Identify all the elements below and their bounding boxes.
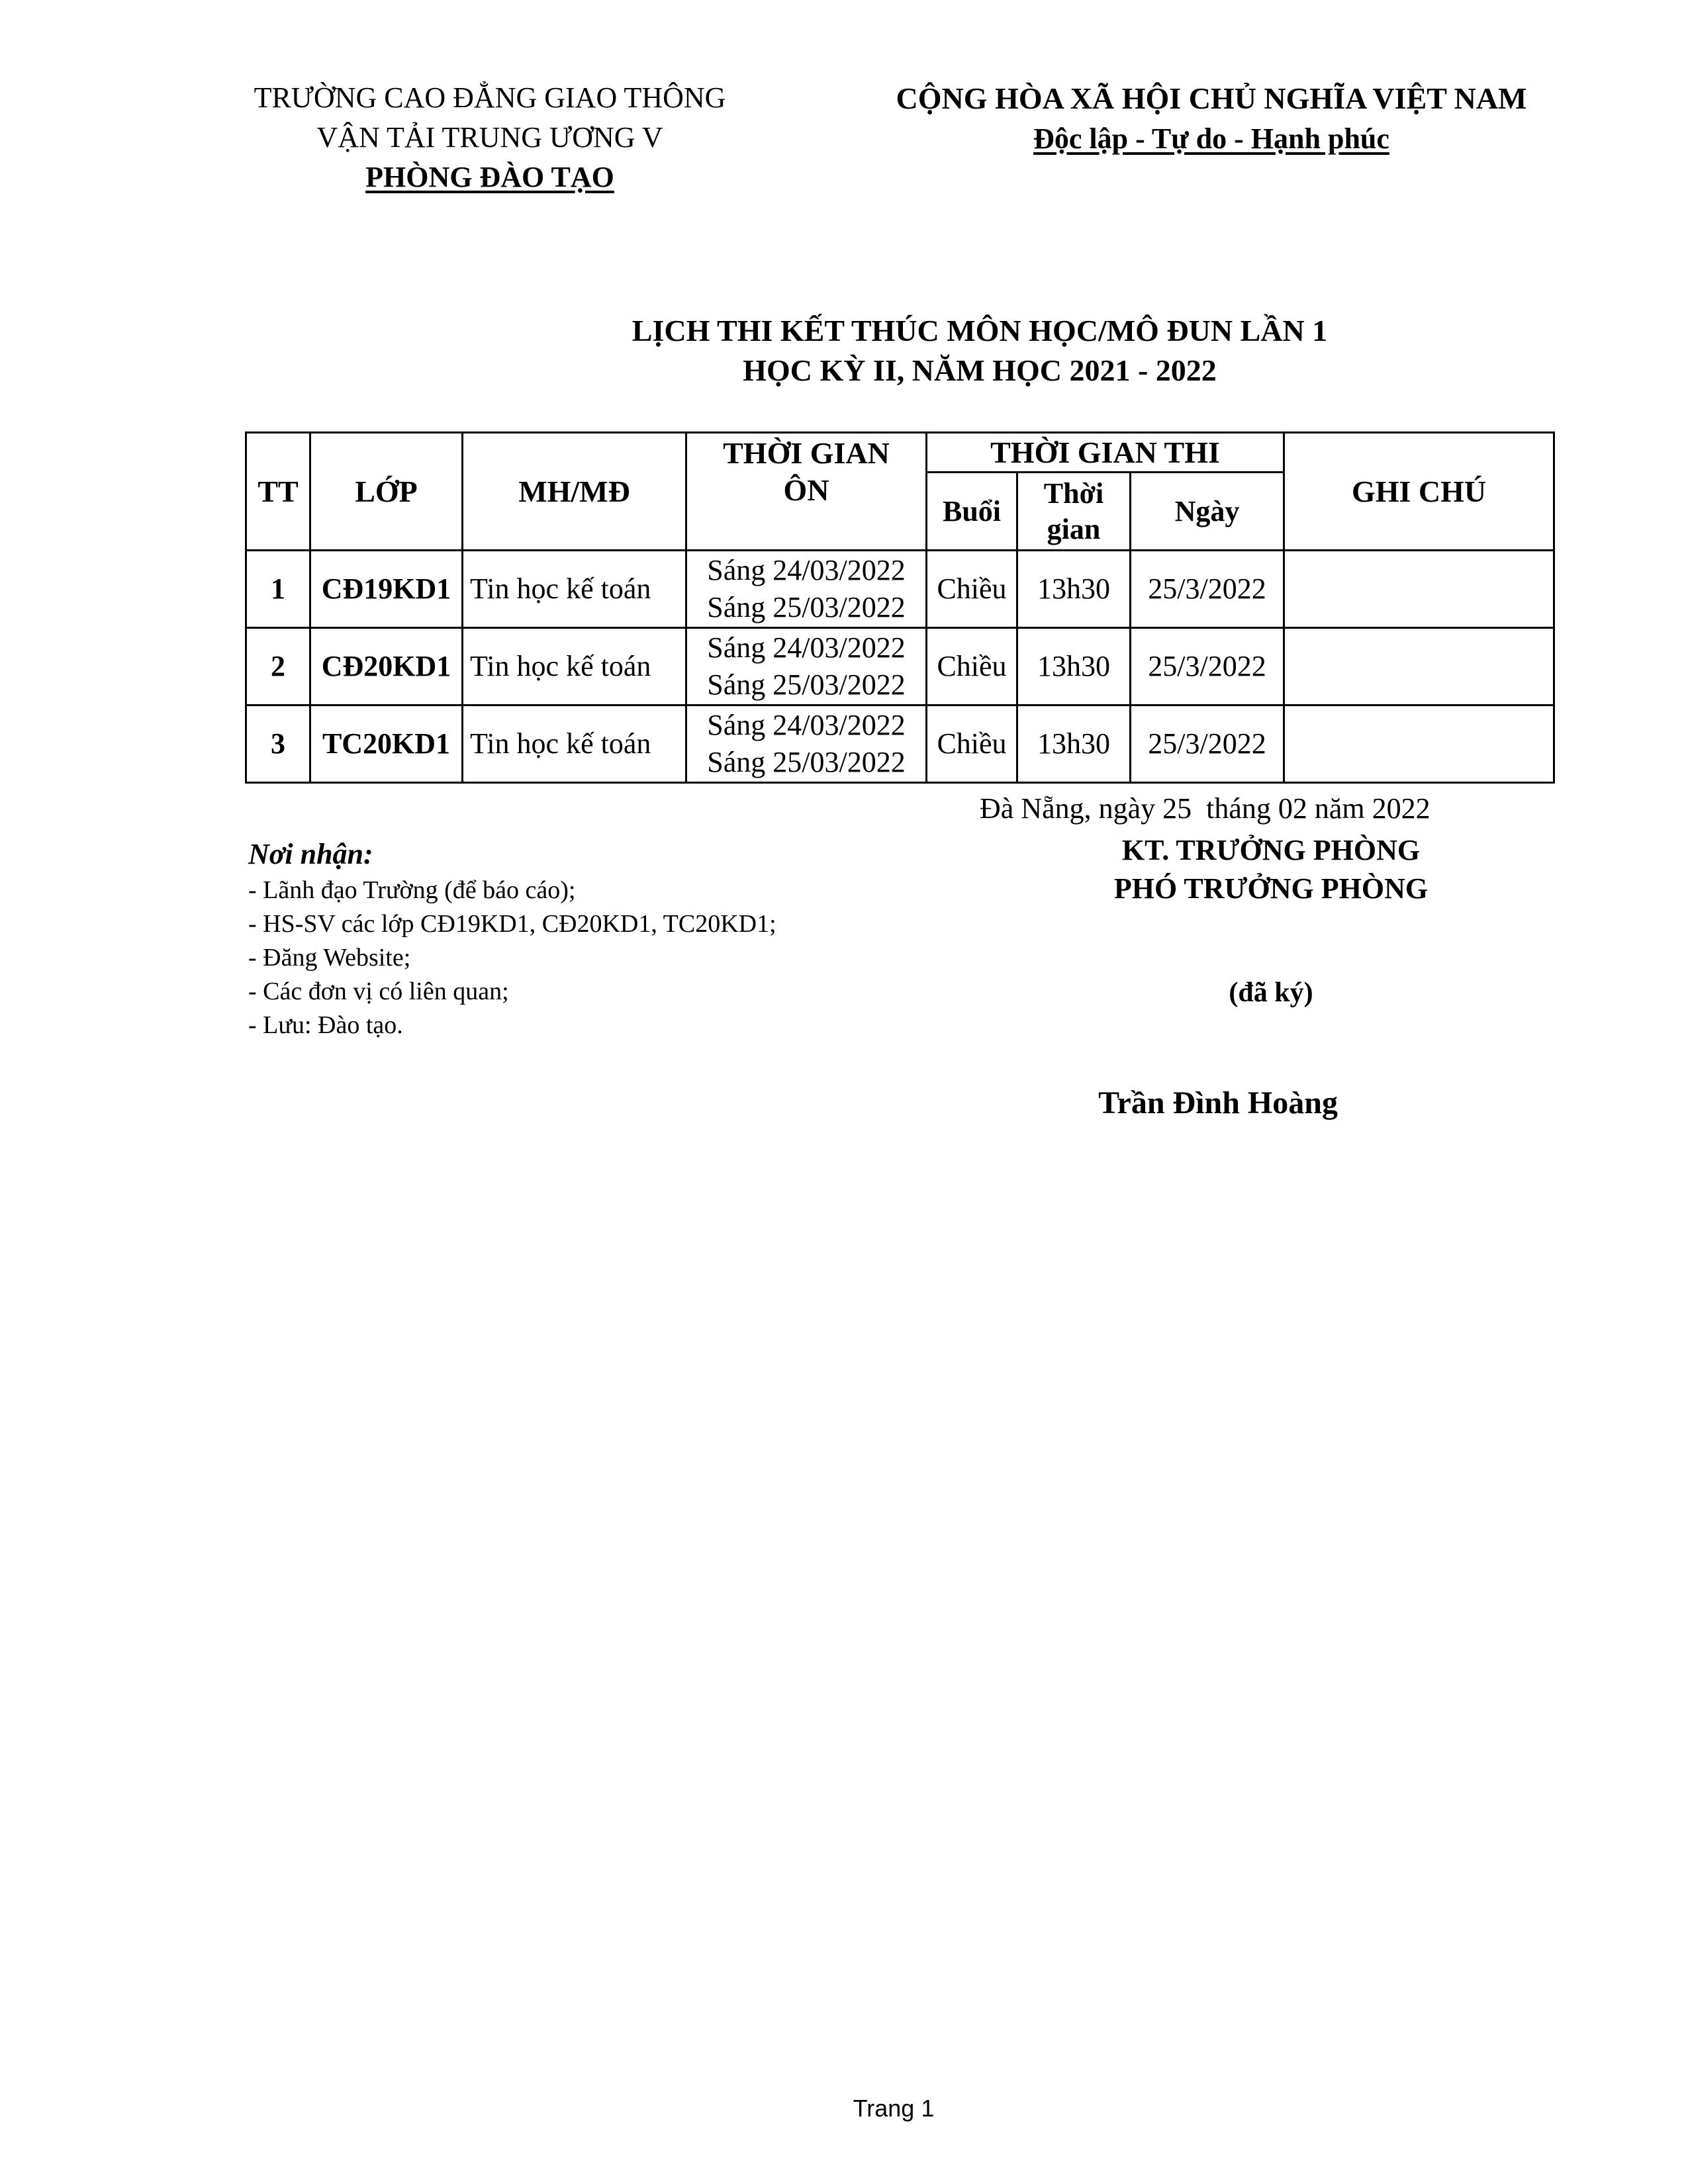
cell-date: 25/3/2022 xyxy=(1131,705,1284,783)
cell-note xyxy=(1284,551,1554,628)
header-time: Thời gian xyxy=(1017,473,1131,551)
cell-date: 25/3/2022 xyxy=(1131,551,1284,628)
review-day-2: Sáng 25/03/2022 xyxy=(707,591,906,623)
recipients-block xyxy=(248,835,910,1042)
title-line-2: HỌC KỲ II, NĂM HỌC 2021 - 2022 xyxy=(743,353,1217,387)
country-name: CỘNG HÒA XÃ HỘI CHỦ NGHĨA VIỆT NAM xyxy=(896,81,1527,115)
document-title xyxy=(371,311,1589,390)
cell-tt: 1 xyxy=(246,551,310,628)
page-number: Trang 1 xyxy=(853,2095,935,2122)
review-day-2: Sáng 25/03/2022 xyxy=(707,746,906,778)
cell-time: 13h30 xyxy=(1017,628,1131,705)
cell-date: 25/3/2022 xyxy=(1131,628,1284,705)
cell-subject: Tin học kế toán xyxy=(463,628,686,705)
review-day-1: Sáng 24/03/2022 xyxy=(707,709,906,741)
recipient-item: - HS-SV các lớp CĐ19KD1, CĐ20KD1, TC20KD1; xyxy=(248,910,776,938)
header-date: Ngày xyxy=(1131,473,1284,551)
recipients-title: Nơi nhận: xyxy=(248,838,373,870)
cell-tt: 2 xyxy=(246,628,310,705)
header-review-time: THỜI GIAN ÔN xyxy=(686,433,927,551)
cell-time: 13h30 xyxy=(1017,551,1131,628)
cell-review-time xyxy=(686,551,927,628)
exam-schedule-table xyxy=(245,432,1555,784)
issuer-line-2: VẬN TẢI TRUNG ƯƠNG V xyxy=(316,121,663,154)
header-note: GHI CHÚ xyxy=(1284,433,1554,551)
review-day-1: Sáng 24/03/2022 xyxy=(707,631,906,664)
cell-session: Chiều xyxy=(927,628,1017,705)
cell-class: CĐ19KD1 xyxy=(310,551,463,628)
table-row xyxy=(246,628,1554,705)
signer-name: Trần Đình Hoàng xyxy=(1098,1085,1338,1120)
header-tt: TT xyxy=(246,433,310,551)
issuer-department: PHÒNG ĐÀO TẠO xyxy=(365,161,614,193)
national-header xyxy=(841,78,1582,159)
recipient-item: - Lưu: Đào tạo. xyxy=(248,1011,403,1039)
cell-class: TC20KD1 xyxy=(310,705,463,783)
cell-note xyxy=(1284,628,1554,705)
signature-title-2: PHÓ TRƯỞNG PHÒNG xyxy=(1113,872,1429,905)
cell-tt: 3 xyxy=(246,705,310,783)
cell-class: CĐ20KD1 xyxy=(310,628,463,705)
header-class: LỚP xyxy=(310,433,463,551)
place-date: Đà Nẵng, ngày 25 tháng 02 năm 2022 xyxy=(980,792,1430,825)
recipient-item: - Lãnh đạo Trường (để báo cáo); xyxy=(248,876,576,904)
cell-subject: Tin học kế toán xyxy=(463,705,686,783)
review-day-2: Sáng 25/03/2022 xyxy=(707,668,906,701)
table-header-row xyxy=(246,433,1554,473)
header-subject: MH/MĐ xyxy=(463,433,686,551)
recipient-item: - Các đơn vị có liên quan; xyxy=(248,978,509,1005)
cell-review-time xyxy=(686,705,927,783)
table-row xyxy=(246,705,1554,783)
table-row xyxy=(246,551,1554,628)
cell-session: Chiều xyxy=(927,705,1017,783)
header-session: Buổi xyxy=(927,473,1017,551)
signature-title-1: KT. TRƯỞNG PHÒNG xyxy=(1121,834,1421,866)
cell-note xyxy=(1284,705,1554,783)
cell-time: 13h30 xyxy=(1017,705,1131,783)
signature-block xyxy=(993,831,1549,908)
issuer-header xyxy=(199,78,781,197)
cell-review-time xyxy=(686,628,927,705)
title-line-1: LỊCH THI KẾT THÚC MÔN HỌC/MÔ ĐUN LẦN 1 xyxy=(632,314,1328,347)
cell-session: Chiều xyxy=(927,551,1017,628)
national-motto: Độc lập - Tự do - Hạnh phúc xyxy=(1033,122,1389,155)
review-day-1: Sáng 24/03/2022 xyxy=(707,554,906,586)
signed-note: (đã ký) xyxy=(1229,978,1313,1008)
issuer-line-1: TRƯỜNG CAO ĐẲNG GIAO THÔNG xyxy=(254,81,726,114)
cell-subject: Tin học kế toán xyxy=(463,551,686,628)
header-exam-time: THỜI GIAN THI xyxy=(927,433,1284,473)
recipient-item: - Đăng Website; xyxy=(248,944,411,972)
